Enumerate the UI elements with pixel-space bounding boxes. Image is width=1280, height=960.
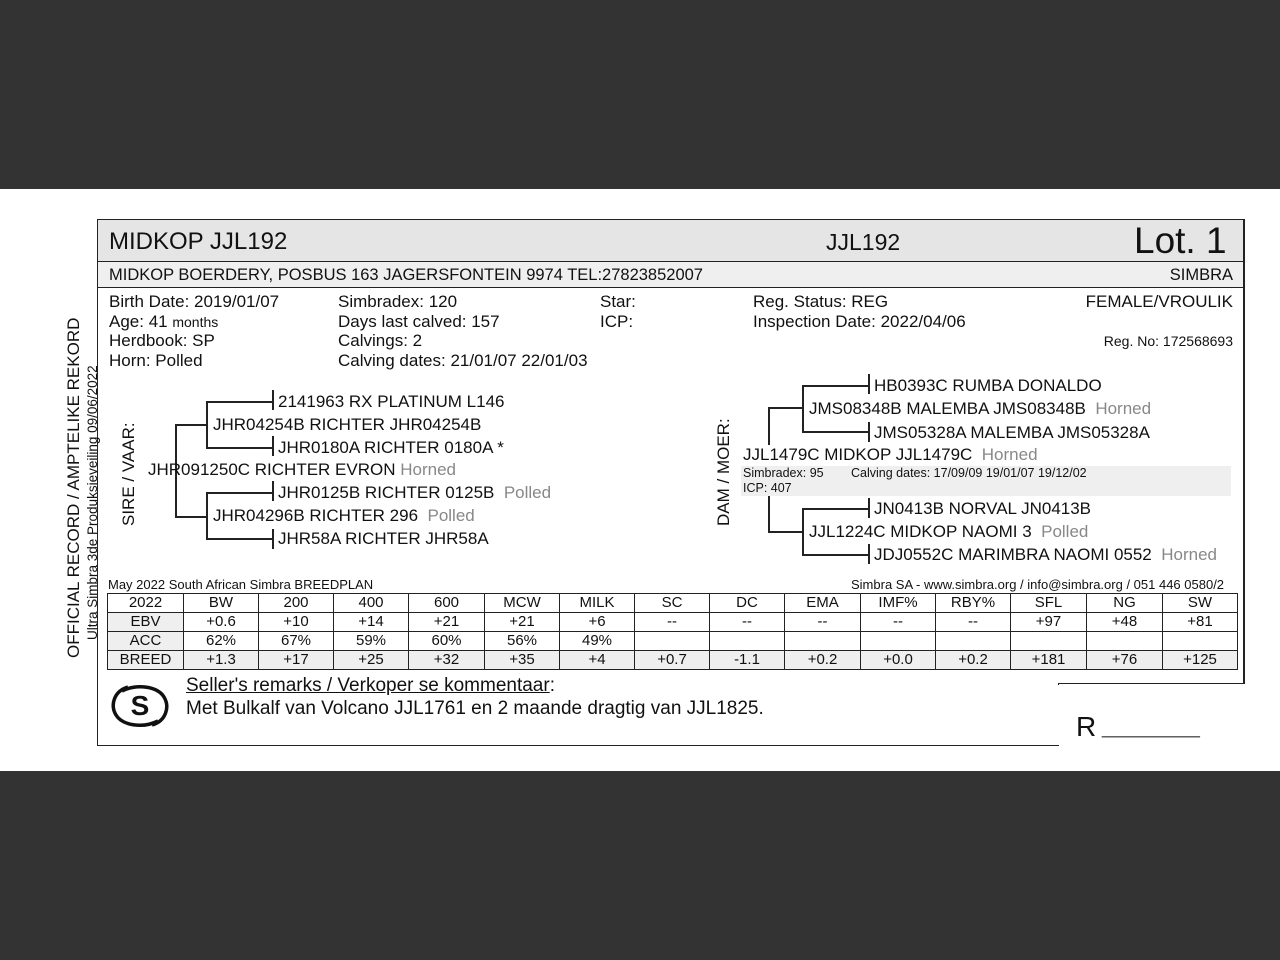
- ebv-cell: +14: [334, 613, 409, 632]
- herdbook: Herdbook: SP: [109, 331, 215, 350]
- acc-cell: ACC: [108, 632, 184, 651]
- calving-dates: Calving dates: 21/01/07 22/01/03: [338, 351, 588, 370]
- breed-row: [108, 651, 1238, 670]
- price-line[interactable]: ________: [1102, 713, 1200, 738]
- sire-line: [175, 424, 206, 426]
- sire-line: [206, 401, 208, 447]
- breed-cell: +1.3: [184, 651, 259, 670]
- reg-status: Reg. Status: REG: [753, 292, 889, 311]
- star: Star:: [600, 292, 636, 311]
- dam-sire-sire: HB0393C RUMBA DONALDO: [874, 376, 1102, 395]
- ebv-cell: +97: [1011, 613, 1087, 632]
- sire-horn-status: Horned: [400, 460, 457, 479]
- ebv-cell: +21: [409, 613, 485, 632]
- sire-dam-status: Polled: [427, 506, 475, 525]
- ebv-header-row: [108, 594, 1238, 613]
- sire-dam: [213, 506, 475, 526]
- breed-cell: +0.2: [785, 651, 861, 670]
- price-label: R: [1076, 711, 1097, 742]
- dam-line: [802, 385, 804, 431]
- age-value: Age: 41: [109, 312, 168, 331]
- logo-letter: S: [130, 690, 150, 721]
- acc-cell: [785, 632, 861, 651]
- dam-sire: [809, 399, 1151, 419]
- sire-sire-dam: JHR0180A RICHTER 0180A *: [278, 438, 504, 457]
- birth-date: Birth Date: 2019/01/07: [109, 292, 280, 311]
- dam-line: [802, 431, 868, 433]
- age-unit: months: [172, 314, 219, 330]
- dam-line: [802, 554, 868, 556]
- ebv-header-cell: 400: [334, 594, 409, 613]
- dam-sire-dam: JMS05328A MALEMBA JMS05328A: [874, 423, 1150, 442]
- breedplan-contact: Simbra SA - www.simbra.org / info@simbra.org / 051 446 0580/2: [851, 577, 1225, 592]
- sire-line: [206, 447, 272, 449]
- sire-sire: JHR04254B RICHTER JHR04254B: [213, 415, 482, 434]
- acc-cell: [1087, 632, 1163, 651]
- sire-name-text: JHR091250C RICHTER EVRON: [148, 460, 396, 479]
- acc-cell: [710, 632, 785, 651]
- card-right-edge: [1243, 219, 1245, 684]
- sire-line: [272, 481, 274, 501]
- breed-cell: +17: [259, 651, 334, 670]
- dam-line: [768, 496, 770, 531]
- dam-dam-status: Polled: [1041, 522, 1089, 541]
- inspection-date: Inspection Date: 2022/04/06: [753, 312, 966, 331]
- ebv-header-cell: 2022: [108, 594, 184, 613]
- sire-dam-dam: JHR58A RICHTER JHR58A: [278, 529, 489, 548]
- sire-line: [206, 492, 208, 538]
- dam-line: [768, 531, 802, 533]
- ebv-cell: +81: [1163, 613, 1238, 632]
- dam-line: [802, 508, 868, 510]
- sire-line: [206, 401, 272, 403]
- dam-line: [868, 374, 870, 394]
- sire-line: [272, 436, 274, 456]
- ebv-cell: --: [785, 613, 861, 632]
- acc-cell: [1011, 632, 1087, 651]
- sire-dam-sire-text: JHR0125B RICHTER 0125B: [278, 483, 495, 502]
- sire-line: [272, 390, 274, 410]
- icp: ICP:: [600, 312, 634, 331]
- sire-line: [175, 516, 206, 518]
- sire-line: [206, 492, 272, 494]
- price-box-edge: [1058, 683, 1245, 685]
- dam-sire-status: Horned: [1095, 399, 1152, 418]
- simbra-logo: [108, 681, 172, 731]
- breed-cell: +76: [1087, 651, 1163, 670]
- lot-number: Lot. 1: [1134, 220, 1227, 261]
- days-last-calved: Days last calved: 157: [338, 312, 500, 331]
- acc-cell: 60%: [409, 632, 485, 651]
- ebv-header-cell: SW: [1163, 594, 1238, 613]
- dam-line: [868, 544, 870, 564]
- ebv-cell: --: [635, 613, 710, 632]
- owner-line: MIDKOP BOERDERY, POSBUS 163 JAGERSFONTEIN 9974 TEL:27823852007: [109, 266, 703, 284]
- ebv-cell: +48: [1087, 613, 1163, 632]
- ebv-row: [108, 613, 1238, 632]
- ebv-table: [107, 593, 1238, 670]
- remarks-title-text: Seller's remarks / Verkoper se kommentaar: [186, 675, 550, 696]
- breed-cell: +0.0: [861, 651, 936, 670]
- ebv-cell: --: [936, 613, 1011, 632]
- age: [109, 312, 218, 332]
- ebv-header-cell: MILK: [560, 594, 635, 613]
- acc-cell: [1163, 632, 1238, 651]
- sire-dam-text: JHR04296B RICHTER 296: [213, 506, 419, 525]
- dam-line: [868, 422, 870, 442]
- ebv-cell: +10: [259, 613, 334, 632]
- breed-cell: +4: [560, 651, 635, 670]
- breed-cell: +125: [1163, 651, 1238, 670]
- breed-cell: +0.7: [635, 651, 710, 670]
- dam-name: [743, 445, 1038, 465]
- breedplan-caption: May 2022 South African Simbra BREEDPLAN: [108, 577, 374, 592]
- ebv-header-cell: 600: [409, 594, 485, 613]
- remarks-title-colon: :: [549, 675, 555, 696]
- dam-icp: ICP: 407: [743, 481, 792, 495]
- dam-dam: [809, 522, 1088, 542]
- dam-line: [868, 498, 870, 518]
- dam-simbradex: Simbradex: 95: [743, 466, 824, 480]
- ear-tag: JJL192: [826, 229, 901, 255]
- acc-cell: 49%: [560, 632, 635, 651]
- dam-name-text: JJL1479C MIDKOP JJL1479C: [743, 445, 973, 464]
- calvings: Calvings: 2: [338, 331, 423, 350]
- ebv-header-cell: DC: [710, 594, 785, 613]
- breed-cell: +32: [409, 651, 485, 670]
- ebv-header-cell: 200: [259, 594, 334, 613]
- dam-dam-dam: [874, 545, 1217, 565]
- acc-cell: [936, 632, 1011, 651]
- breed-cell: +0.2: [936, 651, 1011, 670]
- ebv-cell: EBV: [108, 613, 184, 632]
- ebv-cell: +0.6: [184, 613, 259, 632]
- sex: FEMALE/VROULIK: [1085, 292, 1233, 311]
- breed-label: SIMBRA: [1169, 266, 1233, 284]
- dam-dam-sire: JN0413B NORVAL JN0413B: [874, 499, 1092, 518]
- acc-cell: 56%: [485, 632, 560, 651]
- acc-row: [108, 632, 1238, 651]
- ebv-header-cell: SFL: [1011, 594, 1087, 613]
- acc-cell: 67%: [259, 632, 334, 651]
- breed-cell: BREED: [108, 651, 184, 670]
- breed-cell: +35: [485, 651, 560, 670]
- sale-label: Ultra Simbra 3de Produksieveiling 09/06/2022: [85, 365, 100, 640]
- dam-line: [802, 385, 868, 387]
- official-record-label: OFFICIAL RECORD / AMPTELIKE REKORD: [64, 317, 83, 658]
- sire-sire-sire: 2141963 RX PLATINUM L146: [278, 392, 505, 411]
- remarks-title: [186, 675, 555, 697]
- dam-line: [768, 407, 770, 445]
- ebv-cell: +6: [560, 613, 635, 632]
- acc-cell: 62%: [184, 632, 259, 651]
- sire-dam-sire-status: Polled: [503, 483, 552, 502]
- ebv-header-cell: EMA: [785, 594, 861, 613]
- ebv-cell: --: [710, 613, 785, 632]
- sire-dam-sire: [278, 483, 551, 503]
- acc-cell: 59%: [334, 632, 409, 651]
- dam-line: [802, 508, 804, 554]
- reg-number: Reg. No: 172568693: [1103, 333, 1233, 349]
- acc-cell: [635, 632, 710, 651]
- dam-line: [768, 407, 802, 409]
- dam-label: DAM / MOER:: [714, 418, 733, 526]
- dam-dam-dam-text: JDJ0552C MARIMBRA NAOMI 0552: [874, 545, 1152, 564]
- dam-dam-text: JJL1224C MIDKOP NAOMI 3: [809, 522, 1032, 541]
- ebv-header-cell: BW: [184, 594, 259, 613]
- sire-line: [206, 538, 272, 540]
- breed-cell: +181: [1011, 651, 1087, 670]
- breed-cell: +25: [334, 651, 409, 670]
- ebv-header-cell: IMF%: [861, 594, 936, 613]
- ebv-header-cell: MCW: [485, 594, 560, 613]
- horn: Horn: Polled: [109, 351, 203, 370]
- dam-dam-dam-status: Horned: [1161, 545, 1217, 564]
- acc-cell: [861, 632, 936, 651]
- ebv-header-cell: RBY%: [936, 594, 1011, 613]
- sire-name: [148, 460, 456, 480]
- ebv-cell: +21: [485, 613, 560, 632]
- remarks-text: Met Bulkalf van Volcano JJL1761 en 2 maande dragtig van JJL1825.: [186, 698, 764, 719]
- sire-label: SIRE / VAAR:: [119, 422, 138, 526]
- ebv-header-cell: NG: [1087, 594, 1163, 613]
- simbradex: Simbradex: 120: [338, 292, 458, 311]
- ebv-header-cell: SC: [635, 594, 710, 613]
- animal-name: MIDKOP JJL192: [109, 228, 288, 255]
- sire-line: [272, 529, 274, 549]
- dam-calving-dates: Calving dates: 17/09/09 19/01/07 19/12/02: [851, 466, 1087, 480]
- dam-horn-status: Horned: [981, 445, 1038, 464]
- ebv-cell: --: [861, 613, 936, 632]
- breed-cell: -1.1: [710, 651, 785, 670]
- dam-sire-text: JMS08348B MALEMBA JMS08348B: [809, 399, 1086, 418]
